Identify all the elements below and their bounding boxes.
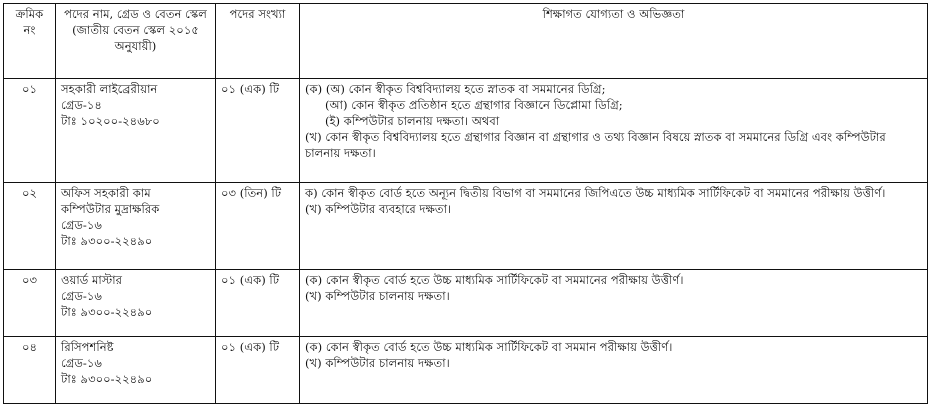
serial-cell: ০৪ xyxy=(4,337,56,404)
post-cell xyxy=(56,337,216,404)
qualification-line: (খ) কম্পিউটার চালনায় দক্ষতা। xyxy=(305,289,450,303)
count-cell: ০১ (এক) টি xyxy=(216,337,300,404)
count-cell: ০১ (এক) টি xyxy=(216,270,300,337)
post-grade: গ্রেড-১৬ xyxy=(61,356,102,370)
post-cell xyxy=(56,270,216,337)
qualification-cell xyxy=(300,183,928,270)
post-scale: টাঃ ৯৩০০-২২৪৯০ xyxy=(61,372,153,386)
qualification-line: (খ) কোন স্বীকৃত বিশ্ববিদ্যালয় হতে গ্রন্থাগার বিজ্ঞান বা গ্রন্থাগার ও তথ্য বিজ্ঞান বিষয়ে স্নাতক বা সমমানের ডিগ্রি এবং কম্পিউটার চালনায় দক্ষতা। xyxy=(305,130,886,160)
qualification-line: (ই) কম্পিউটার চালনায় দক্ষতা। অথবা xyxy=(325,114,500,128)
table-header-row xyxy=(4,4,928,79)
header-qualification: শিক্ষাগত যোগ্যতা ও অভিজ্ঞতা xyxy=(300,4,928,79)
qualification-line: (খ) কম্পিউটার ব্যবহারে দক্ষতা। xyxy=(305,202,452,216)
post-name-cont: কম্পিউটার মুদ্রাক্ষরিক xyxy=(61,202,160,216)
qualification-line: (খ) কম্পিউটার চালনায় দক্ষতা। xyxy=(305,356,450,370)
post-qualification-table xyxy=(3,3,928,404)
header-serial: ক্রমিক নং xyxy=(4,4,56,79)
header-post: পদের নাম, গ্রেড ও বেতন স্কেল (জাতীয় বেতন স্কেল ২০১৫ অনুযায়ী) xyxy=(56,4,216,79)
table-row xyxy=(4,183,928,270)
serial-cell: ০১ xyxy=(4,79,56,183)
post-scale: টাঃ ৯৩০০-২২৪৯০ xyxy=(61,234,153,248)
post-name: অফিস সহকারী কাম xyxy=(61,186,151,200)
count-cell: ০৩ (তিন) টি xyxy=(216,183,300,270)
recruitment-table-sheet xyxy=(3,3,928,405)
post-cell xyxy=(56,183,216,270)
serial-cell: ০৩ xyxy=(4,270,56,337)
table-row xyxy=(4,270,928,337)
post-grade: গ্রেড-১৪ xyxy=(61,98,102,112)
post-grade: গ্রেড-১৬ xyxy=(61,289,102,303)
qualification-cell xyxy=(300,337,928,404)
qualification-line: (ক) কোন স্বীকৃত বোর্ড হতে উচ্চ মাধ্যমিক সার্টিফিকেট বা সমমান পরীক্ষায় উত্তীর্ণ। xyxy=(305,340,673,354)
qualification-line: ক) কোন স্বীকৃত বোর্ড হতে অন্যূন দ্বিতীয় বিভাগ বা সমমানের জিপিএতে উচ্চ মাধ্যমিক সার্টিফিকেট বা সমমানের পরীক্ষায় উত্তীর্ণ। xyxy=(305,186,886,200)
table-row xyxy=(4,79,928,183)
count-cell: ০১ (এক) টি xyxy=(216,79,300,183)
post-name: ওয়ার্ড মাস্টার xyxy=(61,273,123,287)
post-scale: টাঃ ৯৩০০-২২৪৯০ xyxy=(61,305,153,319)
post-cell xyxy=(56,79,216,183)
serial-cell: ০২ xyxy=(4,183,56,270)
post-name: সহকারী লাইব্রেরীয়ান xyxy=(61,82,158,96)
qualification-line: (ক) কোন স্বীকৃত বোর্ড হতে উচ্চ মাধ্যমিক সার্টিফিকেট বা সমমানের পরীক্ষায় উত্তীর্ণ। xyxy=(305,273,684,287)
post-grade: গ্রেড-১৬ xyxy=(61,218,102,232)
qualification-line: (আ) কোন স্বীকৃত প্রতিষ্ঠান হতে গ্রন্থাগার বিজ্ঞানে ডিপ্লোমা ডিগ্রি; xyxy=(325,98,623,112)
qualification-cell xyxy=(300,79,928,183)
qualification-line: (ক) (অ) কোন স্বীকৃত বিশ্ববিদ্যালয় হতে স্নাতক বা সমমানের ডিগ্রি; xyxy=(305,82,606,96)
header-count: পদের সংখ্যা xyxy=(216,4,300,79)
post-scale: টাঃ ১০২০০-২৪৬৮০ xyxy=(61,114,160,128)
table-row xyxy=(4,337,928,404)
qualification-cell xyxy=(300,270,928,337)
post-name: রিসিপশনিষ্ট xyxy=(61,340,114,354)
